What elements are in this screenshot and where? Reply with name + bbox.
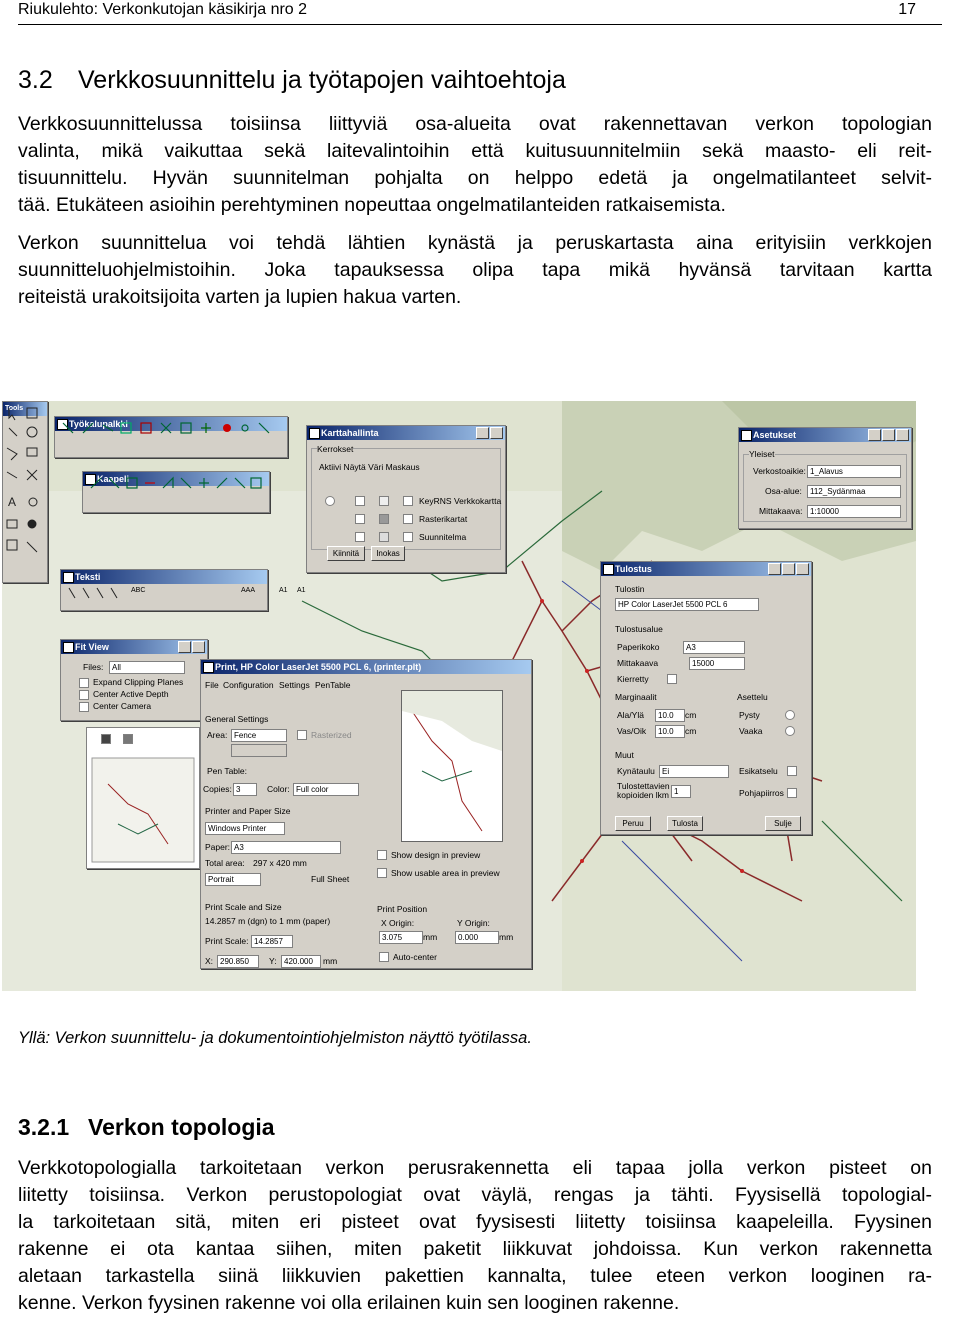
printer-select[interactable]: Windows Printer xyxy=(205,822,285,835)
text-line: reiteistä urakoitsijoita varten ja lupien hakua varten. xyxy=(18,286,462,308)
text-line: rakenne ei ota kantaa siihen, miten paketit liikkuvat johdoissa. Kun verkon rakennetta xyxy=(18,1238,932,1260)
kaapeli-toolbar xyxy=(82,471,270,513)
area-select-2[interactable] xyxy=(231,744,287,757)
paragraph-1 xyxy=(18,111,932,219)
text-line: aletaan tarkastella siinä liikkuvien pakettien kannalta, tulee eteen verkon looginen ra- xyxy=(18,1265,932,1287)
show-usable-label: Show usable area in preview xyxy=(391,868,500,878)
unit-label: cm xyxy=(685,710,697,720)
paragraph-2 xyxy=(18,230,932,311)
yleiset-group-label: Yleiset xyxy=(749,449,775,459)
text-line: tää. Etukäteen asioihin perehtyminen nopeuttaa ongelmatilanteiden ratkaisemista. xyxy=(18,194,726,216)
text-line: tisuunnittelu. Hyvän suunnitelman pohjalta on helppo edetä ja ongelmatilanteet selvit- xyxy=(18,167,932,189)
files-label: Files: xyxy=(83,662,104,672)
marginaalit-group-label: Marginaalit xyxy=(615,692,657,702)
paperikoko-select[interactable]: A3 xyxy=(683,641,745,654)
text-tool-abc[interactable]: ABC xyxy=(131,587,146,594)
asetukset-window xyxy=(738,427,912,529)
asetukset-titlebar: Asetukset xyxy=(739,428,911,442)
tulostin-group-label: Tulostin xyxy=(615,584,645,594)
autocenter-label: Auto-center xyxy=(393,952,437,962)
show-design-label: Show design in preview xyxy=(391,850,481,860)
mm-label: mm xyxy=(323,956,338,966)
x-label: X: xyxy=(205,956,214,966)
pohjapiirros-checkbox[interactable] xyxy=(787,788,797,798)
copies-label: Copies: xyxy=(203,784,232,794)
header-title: Riukulehto: Verkonkutojan käsikirja nro 2 xyxy=(18,1,308,18)
general-group-label: General Settings xyxy=(205,714,269,724)
total-area-label: Total area: xyxy=(205,858,245,868)
peruu-button[interactable]: Peruu xyxy=(615,816,651,831)
text-tool-aaa[interactable]: AAA xyxy=(241,587,256,594)
kynataulu-select[interactable]: Ei xyxy=(659,765,729,778)
esikatselu-label: Esikatselu xyxy=(739,766,778,776)
print-preview-area xyxy=(401,690,503,842)
y-field[interactable]: 420.000 xyxy=(281,955,321,968)
layer-color[interactable] xyxy=(379,496,389,506)
text-line: valinta, mikä vaikuttaa sekä laitevalintoihin että kuitusuunnitelmiin sekä maasto- eli reit- xyxy=(18,140,932,162)
tulosta-button[interactable]: Tulosta xyxy=(667,816,703,831)
software-screenshot xyxy=(2,401,916,991)
text-line: la tarkoitetaan sitä, miten eri pisteet ovat fyysisesti liitetty toisiinsa kaapeleilla. Fyysinen xyxy=(18,1211,932,1233)
color-label: Color: xyxy=(267,784,290,794)
menu-configuration[interactable]: Configuration xyxy=(223,680,274,690)
yorigin-field[interactable]: 0.000 xyxy=(455,931,499,944)
figure-caption: Yllä: Verkon suunnittelu- ja dokumentointiohjelmiston näyttö työtilassa. xyxy=(18,1029,532,1047)
paper-label: Paper: xyxy=(205,842,231,852)
area-select[interactable]: Fence xyxy=(231,729,287,742)
pysty-radio[interactable] xyxy=(785,710,795,720)
ala-yla-field[interactable]: 10.0 xyxy=(655,709,685,722)
mittakaava-label: Mittakaava xyxy=(617,658,659,668)
area-label: Area: xyxy=(207,730,228,740)
menu-settings[interactable]: Settings xyxy=(279,680,310,690)
rasterized-label: Rasterized xyxy=(311,730,352,740)
section-number: 3.2 xyxy=(18,66,53,94)
svg-text:A: A xyxy=(8,495,17,509)
layer-name: Suunnitelma xyxy=(419,532,467,542)
option-label: Expand Clipping Planes xyxy=(93,677,184,687)
print-dialog xyxy=(200,659,532,969)
setting-label: Mittakaava: xyxy=(759,506,803,516)
option-label: Center Camera xyxy=(93,701,152,711)
tulostus-window xyxy=(600,561,812,835)
setting-value[interactable]: 1_Alavus xyxy=(807,465,901,478)
xorigin-label: X Origin: xyxy=(381,918,415,928)
text-tool-a1-b[interactable]: A1 xyxy=(297,587,306,594)
page-number: 17 xyxy=(898,1,916,18)
copies-field[interactable]: 3 xyxy=(233,783,257,796)
kaapeli-titlebar: Kaapeli xyxy=(83,472,269,486)
vas-oik-label: Vas/Oik xyxy=(617,726,647,736)
kopiot-field[interactable]: 1 xyxy=(671,785,691,798)
option-label: Center Active Depth xyxy=(93,689,169,699)
printer-group-label: Printer and Paper Size xyxy=(205,806,291,816)
text-line: Verkkosuunnittelussa toisiinsa liittyviä osa-alueita ovat rakennettavan verkon topologian xyxy=(18,113,932,135)
tulostus-titlebar: Tulostus xyxy=(601,562,811,576)
mm-label: mm xyxy=(423,932,438,942)
unit-label: cm xyxy=(685,726,697,736)
tools-titlebar: Tools xyxy=(3,402,47,416)
kopiot-label: Tulostettavien kopioiden lkm xyxy=(617,781,670,800)
autocenter-checkbox[interactable] xyxy=(379,952,389,962)
option-checkbox[interactable] xyxy=(79,678,89,688)
subsection-heading xyxy=(18,1114,275,1141)
vaaka-label: Vaaka xyxy=(739,726,763,736)
setting-value[interactable]: 112_Sydänmaa xyxy=(807,485,901,498)
pohjapiirros-label: Pohjapiirros xyxy=(739,788,784,798)
text-line: Verkkotopologialla tarkoitetaan verkon perusrakennetta eli tapaa jolla verkon pisteet on xyxy=(18,1157,932,1179)
teksti-icons[interactable] xyxy=(65,584,125,608)
text-line: liitetty toisiinsa. Verkon perustopologiat ovat väylä, rengas ja tähti. Fyysisellä topologial- xyxy=(18,1184,932,1206)
scale-group-label: Print Scale and Size xyxy=(205,902,282,912)
text-line: suunnitteluohjelmistoihin. Joka tapauksessa olipa tapa mikä hyvänsä tarvitaan kartta xyxy=(18,259,932,281)
kynataulu-label: Kynätaulu xyxy=(617,766,655,776)
color-select[interactable]: Full color xyxy=(293,783,359,796)
tools-palette xyxy=(2,401,48,583)
print-icon[interactable] xyxy=(101,734,111,744)
karttahallinta-window xyxy=(306,425,506,573)
xorigin-field[interactable]: 3.075 xyxy=(379,931,423,944)
show-usable-checkbox[interactable] xyxy=(377,868,387,878)
muut-group-label: Muut xyxy=(615,750,634,760)
layers-columns: Aktiivi Näytä Väri Maskaus xyxy=(319,462,420,472)
scale-text: 14.2857 m (dgn) to 1 mm (paper) xyxy=(205,916,331,926)
teksti-titlebar: Teksti xyxy=(61,570,267,584)
vas-oik-field[interactable]: 10.0 xyxy=(655,725,685,738)
setting-label: Osa-alue: xyxy=(765,486,802,496)
tyokalupalkki-titlebar: Työkalupalkki xyxy=(55,417,287,431)
inokas-button[interactable]: Inokas xyxy=(371,546,405,561)
layers-group-label: Kerrokset xyxy=(317,444,354,454)
printer-select[interactable]: HP Color LaserJet 5500 PCL 6 xyxy=(615,598,759,611)
kaapeli-icons[interactable] xyxy=(83,472,269,496)
menu-file[interactable]: File xyxy=(205,680,219,690)
paper-select[interactable]: A3 xyxy=(231,841,341,854)
preview-icon[interactable] xyxy=(123,734,133,744)
text-line: kenne. Verkon fyysinen rakenne voi olla erilainen kuin sen looginen rakenne. xyxy=(18,1292,680,1314)
teksti-toolbar xyxy=(60,569,306,611)
tyokalupalkki-toolbar xyxy=(54,416,288,458)
layer-mask[interactable] xyxy=(403,514,413,524)
tulostusalue-group-label: Tulostusalue xyxy=(615,624,663,634)
running-header xyxy=(18,0,942,25)
layer-check[interactable] xyxy=(355,514,365,524)
layer-mask[interactable] xyxy=(403,496,413,506)
kiinnita-button[interactable]: Kiinnitä xyxy=(327,546,365,561)
pysty-label: Pysty xyxy=(739,710,760,720)
rasterized-checkbox[interactable] xyxy=(297,730,307,740)
setting-value[interactable]: 1:10000 xyxy=(807,505,901,518)
menu-pentable[interactable]: PenTable xyxy=(315,680,351,690)
karttahallinta-titlebar: Karttahallinta xyxy=(307,426,505,440)
layer-name: Rasterikartat xyxy=(419,514,468,524)
esikatselu-checkbox[interactable] xyxy=(787,766,797,776)
tyokalupalkki-icons[interactable] xyxy=(55,417,287,441)
layer-radio[interactable] xyxy=(325,496,335,506)
layer-check[interactable] xyxy=(355,496,365,506)
files-select[interactable]: All xyxy=(109,661,185,674)
print-dialog-titlebar: Print, HP Color LaserJet 5500 PCL 6, (printer.plt) xyxy=(201,660,531,674)
subsection-number: 3.2.1 xyxy=(18,1114,70,1140)
yorigin-label: Y Origin: xyxy=(457,918,490,928)
section-title: Verkkosuunnittelu ja työtapojen vaihtoehtoja xyxy=(78,66,566,94)
fitview-titlebar: Fit View xyxy=(61,640,207,654)
preview-map xyxy=(88,754,198,864)
section-heading xyxy=(18,66,566,95)
layer-color[interactable] xyxy=(379,514,389,524)
printscale-field[interactable]: 14.2857 xyxy=(251,935,293,948)
x-field[interactable]: 290.850 xyxy=(217,955,259,968)
kierretty-checkbox[interactable] xyxy=(667,674,677,684)
vaaka-radio[interactable] xyxy=(785,726,795,736)
sulje-button[interactable]: Sulje xyxy=(765,816,801,831)
text-tool-a1[interactable]: A1 xyxy=(279,587,288,594)
total-area-value: 297 x 420 mm xyxy=(253,858,307,868)
tool-icons[interactable] xyxy=(3,402,47,568)
fullsheet-label: Full Sheet xyxy=(311,874,350,884)
asettelu-group-label: Asettelu xyxy=(737,692,768,702)
option-checkbox[interactable] xyxy=(79,690,89,700)
paperikoko-label: Paperikoko xyxy=(617,642,660,652)
layer-color[interactable] xyxy=(379,532,389,542)
setting-label: Verkostoaikie: xyxy=(753,466,806,476)
fitview-window xyxy=(60,639,208,721)
subsection-title: Verkon topologia xyxy=(88,1114,275,1140)
mm-label: mm xyxy=(499,932,514,942)
print-preview-map xyxy=(402,691,502,841)
print-preview-panel xyxy=(86,727,200,869)
text-line: Verkon suunnittelua voi tehdä lähtien kynästä ja peruskartasta aina erityisiin verkkojen xyxy=(18,232,932,254)
show-design-checkbox[interactable] xyxy=(377,850,387,860)
y-label: Y: xyxy=(269,956,277,966)
position-group-label: Print Position xyxy=(377,904,428,914)
kierretty-label: Kierretty xyxy=(617,674,649,684)
mittakaava-field[interactable]: 15000 xyxy=(689,657,745,670)
printscale-label: Print Scale: xyxy=(205,936,249,946)
ala-yla-label: Ala/Ylä xyxy=(617,710,644,720)
pentable-label: Pen Table: xyxy=(207,766,248,776)
layer-mask[interactable] xyxy=(403,532,413,542)
layer-name: KeyRNS Verkkokartta xyxy=(419,496,502,506)
layer-check[interactable] xyxy=(355,532,365,542)
option-checkbox[interactable] xyxy=(79,702,89,712)
orientation-select[interactable]: Portrait xyxy=(205,873,261,886)
paragraph-3 xyxy=(18,1155,932,1317)
